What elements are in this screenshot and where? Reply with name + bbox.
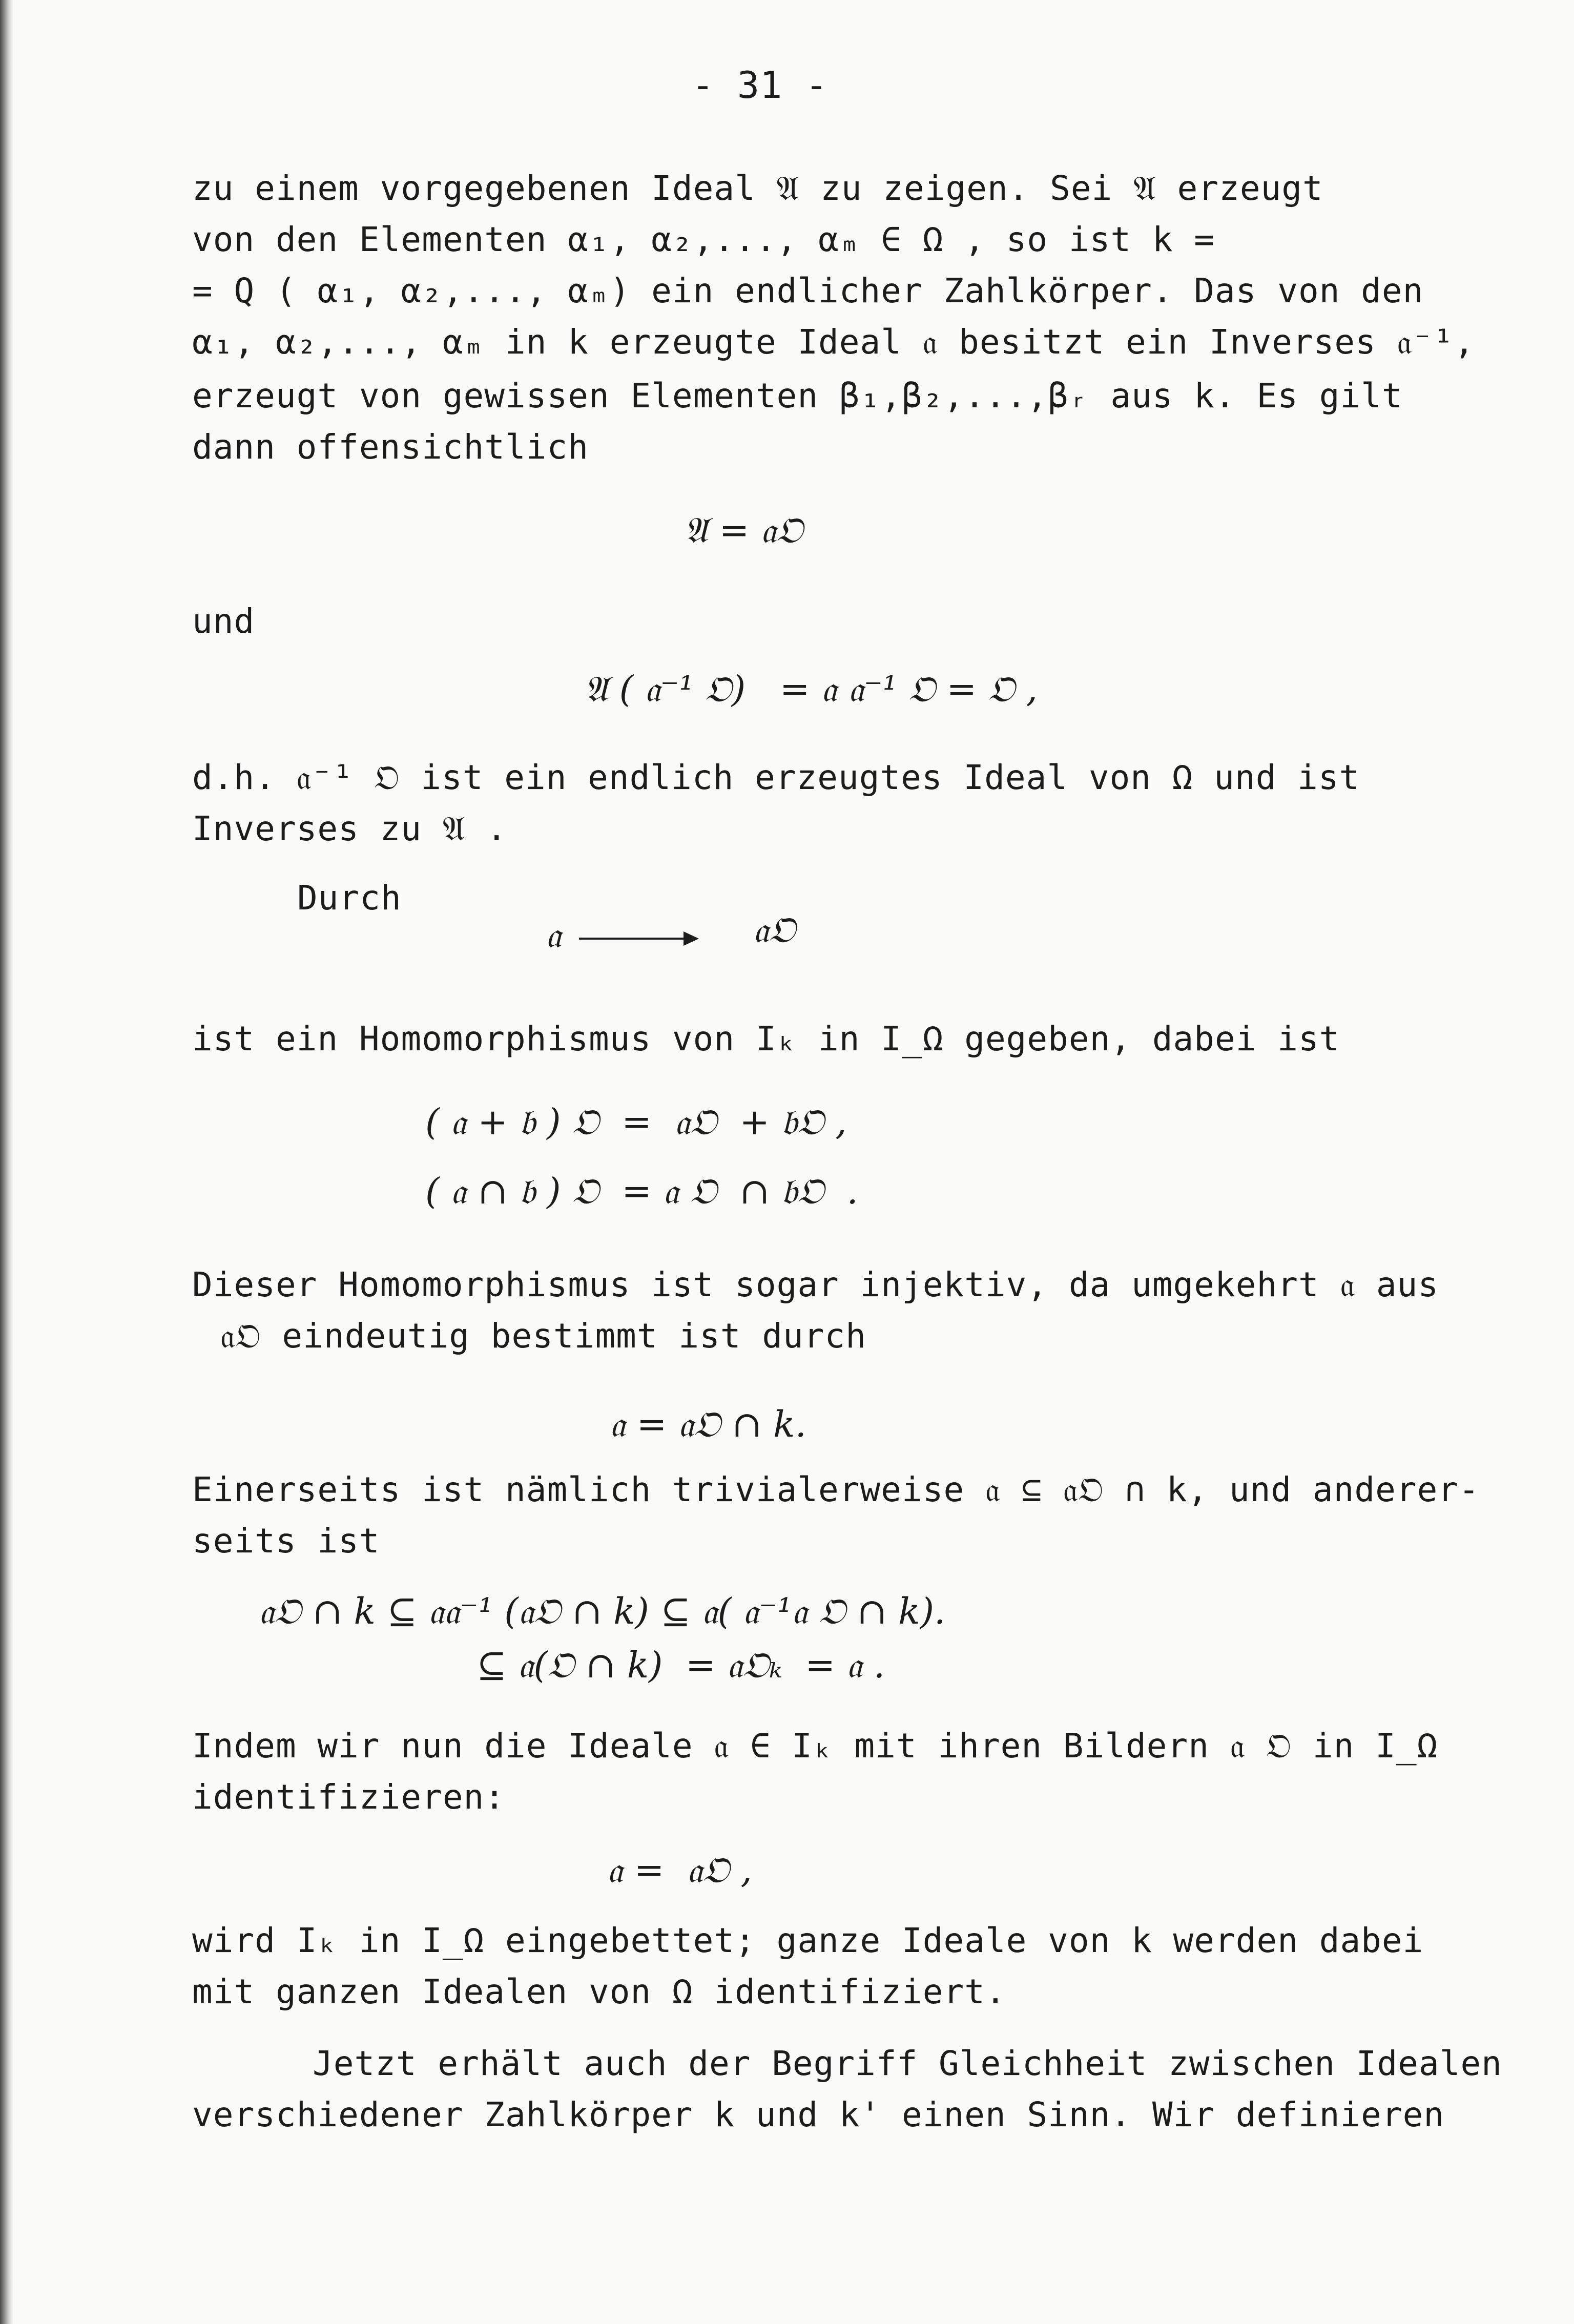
paragraph-8-line-2: verschiedener Zahlkörper k und k' einen Sinn. Wir definieren <box>192 2095 1445 2134</box>
word-und: und <box>192 601 255 641</box>
paragraph-1-line-4: α₁, α₂,..., αₘ in k erzeugte Ideal 𝔞 besitzt ein Inverses 𝔞⁻¹, <box>192 322 1475 362</box>
formula-7: ⊆ 𝔞(𝔒 ∩ k) = 𝔞𝔒ₖ = 𝔞 . <box>477 1644 885 1686</box>
word-durch: Durch <box>297 878 402 918</box>
paragraph-5-line-2: seits ist <box>192 1521 380 1561</box>
paragraph-2-line-2: Inverses zu 𝔄 . <box>192 809 508 848</box>
formula-6: 𝔞𝔒 ∩ k ⊆ 𝔞𝔞⁻¹ (𝔞𝔒 ∩ k) ⊆ 𝔞( 𝔞⁻¹𝔞 𝔒 ∩ k). <box>259 1590 946 1632</box>
map-target: 𝔞𝔒 <box>753 909 796 951</box>
formula-4: ( 𝔞 ∩ 𝔟 ) 𝔒 = 𝔞 𝔒 ∩ 𝔟𝔒 . <box>425 1170 858 1212</box>
paragraph-1-line-3: = Q ( α₁, α₂,..., αₘ) ein endlicher Zahlkörper. Das von den <box>192 271 1424 310</box>
paragraph-1-line-5: erzeugt von gewissen Elementen β₁,β₂,...,βᵣ aus k. Es gilt <box>192 376 1403 416</box>
paragraph-5-line-1: Einerseits ist nämlich trivialerweise 𝔞 ⊆ 𝔞𝔒 ∩ k, und anderer- <box>192 1470 1480 1509</box>
paragraph-6-line-1: Indem wir nun die Ideale 𝔞 ∈ Iₖ mit ihren Bildern 𝔞 𝔒 in I_Ω <box>192 1726 1438 1766</box>
paragraph-4-line-1: Dieser Homomorphismus ist sogar injektiv, da umgekehrt 𝔞 aus <box>192 1265 1439 1304</box>
paragraph-1-line-2: von den Elementen α₁, α₂,..., αₘ ∈ Ω , so ist k = <box>192 220 1215 259</box>
paragraph-4-line-2: 𝔞𝔒 eindeutig bestimmt ist durch <box>220 1316 867 1356</box>
formula-2: 𝔄 ( 𝔞⁻¹ 𝔒) = 𝔞 𝔞⁻¹ 𝔒 = 𝔒 , <box>584 668 1038 710</box>
paragraph-1-line-6: dann offensichtlich <box>192 427 589 467</box>
map-source: 𝔞 <box>546 914 562 956</box>
paragraph-8-line-1: Jetzt erhält auch der Begriff Gleichheit zwischen Idealen <box>313 2044 1502 2083</box>
paragraph-3: ist ein Homomorphismus von Iₖ in I_Ω gegeben, dabei ist <box>192 1019 1340 1059</box>
map-arrow <box>579 938 697 940</box>
formula-1: 𝔄 = 𝔞𝔒 <box>684 509 803 551</box>
paragraph-6-line-2: identifizieren: <box>192 1777 506 1817</box>
formula-8: 𝔞 = 𝔞𝔒 , <box>607 1849 752 1891</box>
paragraph-7-line-2: mit ganzen Idealen von Ω identifiziert. <box>192 1972 1006 2011</box>
page-edge-shadow <box>0 0 13 2324</box>
paragraph-1-line-1: zu einem vorgegebenen Ideal 𝔄 zu zeigen. Sei 𝔄 erzeugt <box>192 169 1323 208</box>
formula-5: 𝔞 = 𝔞𝔒 ∩ k. <box>610 1403 806 1445</box>
paragraph-7-line-1: wird Iₖ in I_Ω eingebettet; ganze Ideale von k werden dabei <box>192 1921 1424 1960</box>
formula-3: ( 𝔞 + 𝔟 ) 𝔒 = 𝔞𝔒 + 𝔟𝔒 , <box>425 1101 847 1143</box>
paragraph-2-line-1: d.h. 𝔞⁻¹ 𝔒 ist ein endlich erzeugtes Ideal von Ω und ist <box>192 758 1360 797</box>
page-number: - 31 - <box>692 64 829 107</box>
